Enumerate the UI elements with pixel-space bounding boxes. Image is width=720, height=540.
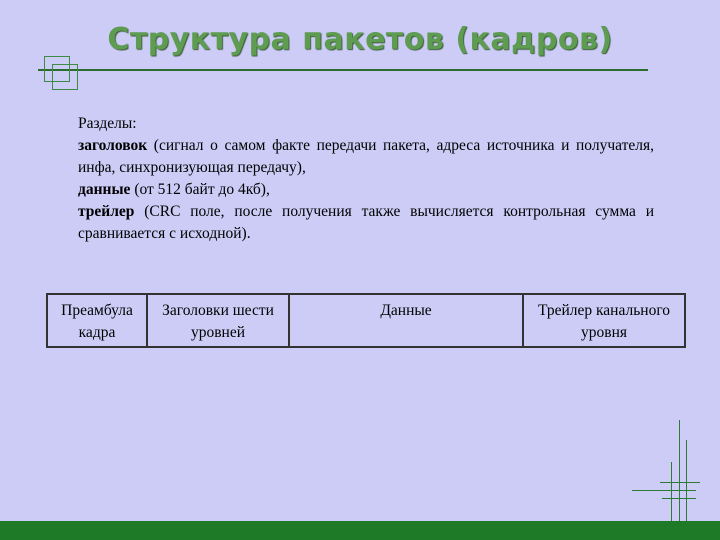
body-text <box>78 113 654 245</box>
item-term: данные <box>78 181 131 198</box>
cell-trailer: Трейлер канального уровня <box>537 302 671 341</box>
decor-vline-1 <box>679 420 680 521</box>
item-term: трейлер <box>78 203 135 220</box>
item-trailer <box>78 201 654 245</box>
cell-headers: Заголовки шести уровней <box>148 295 290 346</box>
item-text: (CRC поле, после получения также вычисляется контрольная сумма и сравнивается с исходной). <box>78 203 654 242</box>
decor-vline-3 <box>671 462 672 521</box>
cell-data: Данные <box>290 295 524 346</box>
item-text: (сигнал о самом факте передачи пакета, адреса источника и получателя, инфа, синхронизующая передачу), <box>78 137 654 176</box>
frame-structure-table <box>46 293 686 348</box>
slide-title: Структура пакетов (кадров) <box>107 22 613 57</box>
decor-hline-2 <box>660 482 700 483</box>
item-data <box>78 179 654 201</box>
item-term: заголовок <box>78 137 148 154</box>
item-text: (от 512 байт до 4кб), <box>130 181 270 198</box>
cell-preamble: Преамбула кадра <box>48 295 148 346</box>
decor-vline-2 <box>686 440 687 521</box>
item-header <box>78 135 654 179</box>
decor-hline-3 <box>662 498 696 499</box>
title-underline <box>38 69 648 71</box>
bottom-bar <box>0 521 720 540</box>
intro-line: Разделы: <box>78 115 137 132</box>
decor-square-inner <box>52 64 78 90</box>
decor-hline-1 <box>632 490 696 491</box>
